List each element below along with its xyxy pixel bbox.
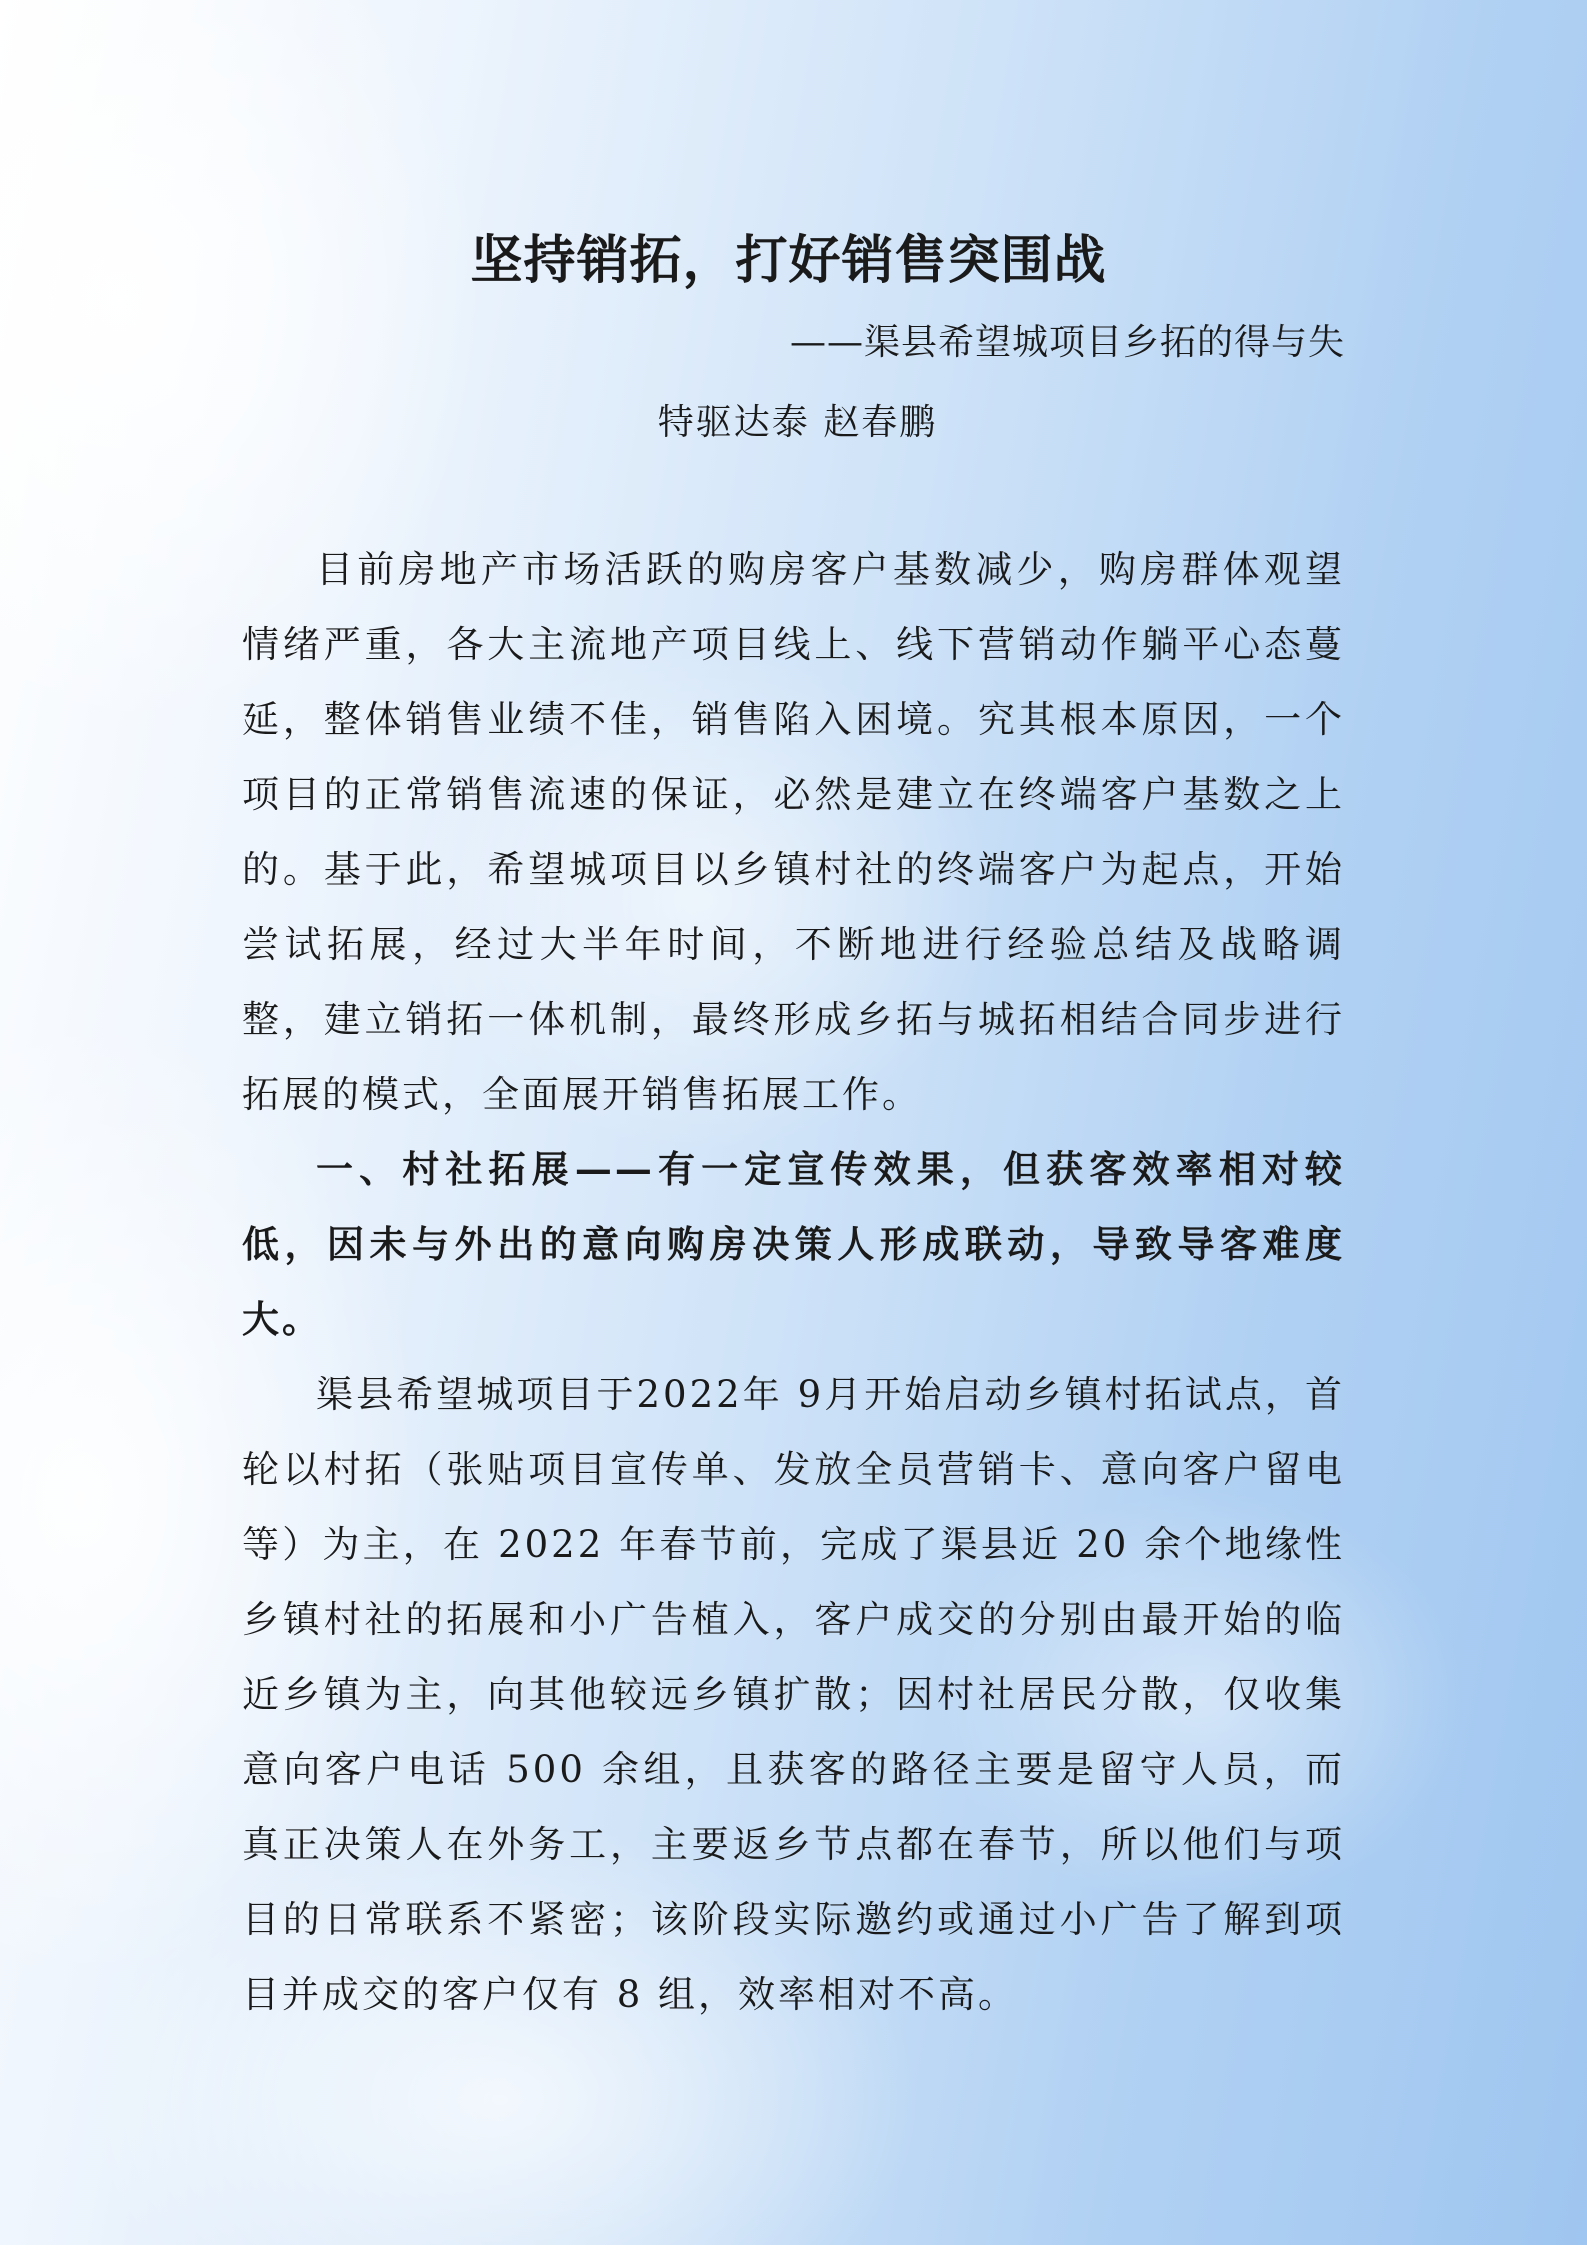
body-paragraph-intro: 目前房地产市场活跃的购房客户基数减少，购房群体观望情绪严重，各大主流地产项目线上、线下营销动作躺平心态蔓延，整体销售业绩不佳，销售陷入困境。究其根本原因，一个项目的正常销售流速的保证，必然是建立在终端客户基数之上的。基于此，希望城项目以乡镇村社的终端客户为起点，开始尝试拓展，经过大半年时间，不断地进行经验总结及战略调整，建立销拓一体机制，最终形成乡拓与城拓相结合同步进行拓展的模式，全面展开销售拓展工作。 [242, 548, 1345, 1116]
article-title-text: 坚持销拓，打好销售突围战 [470, 230, 1107, 291]
body-paragraph-section-1: 渠县希望城项目于2022年 9月开始启动乡镇村拓试点，首轮以村拓（张贴项目宣传单、发放全员营销卡、意向客户留电等）为主，在 2022 年春节前，完成了渠县近 20 余个地缘性乡镇村社的拓展和小广告植入，客户成交的分别由最开始的临近乡镇为主，向其他较远乡镇扩散；因村社居民分散，仅收集意向客户电话 500 余组，且获客的路径主要是留守人员，而真正决策人在外务工，主要返乡节点都在春节，所以他们与项目的日常联系不紧密；该阶段实际邀约或通过小广告了解到项目并成交的客户仅有 8 组，效率相对不高。 [242, 1373, 1345, 2016]
article-author [0, 394, 1587, 445]
article-title [0, 218, 1587, 293]
article-author-text: 特驱达泰 赵春鹏 [657, 402, 938, 443]
article-subtitle: ——渠县希望城项目乡拓的得与失 [789, 322, 1345, 363]
article-body [242, 532, 1345, 2032]
section-heading-1: 一、村社拓展——有一定宣传效果，但获客效率相对较低，因未与外出的意向购房决策人形成联动，导致导客难度大。 [242, 1147, 1345, 1341]
